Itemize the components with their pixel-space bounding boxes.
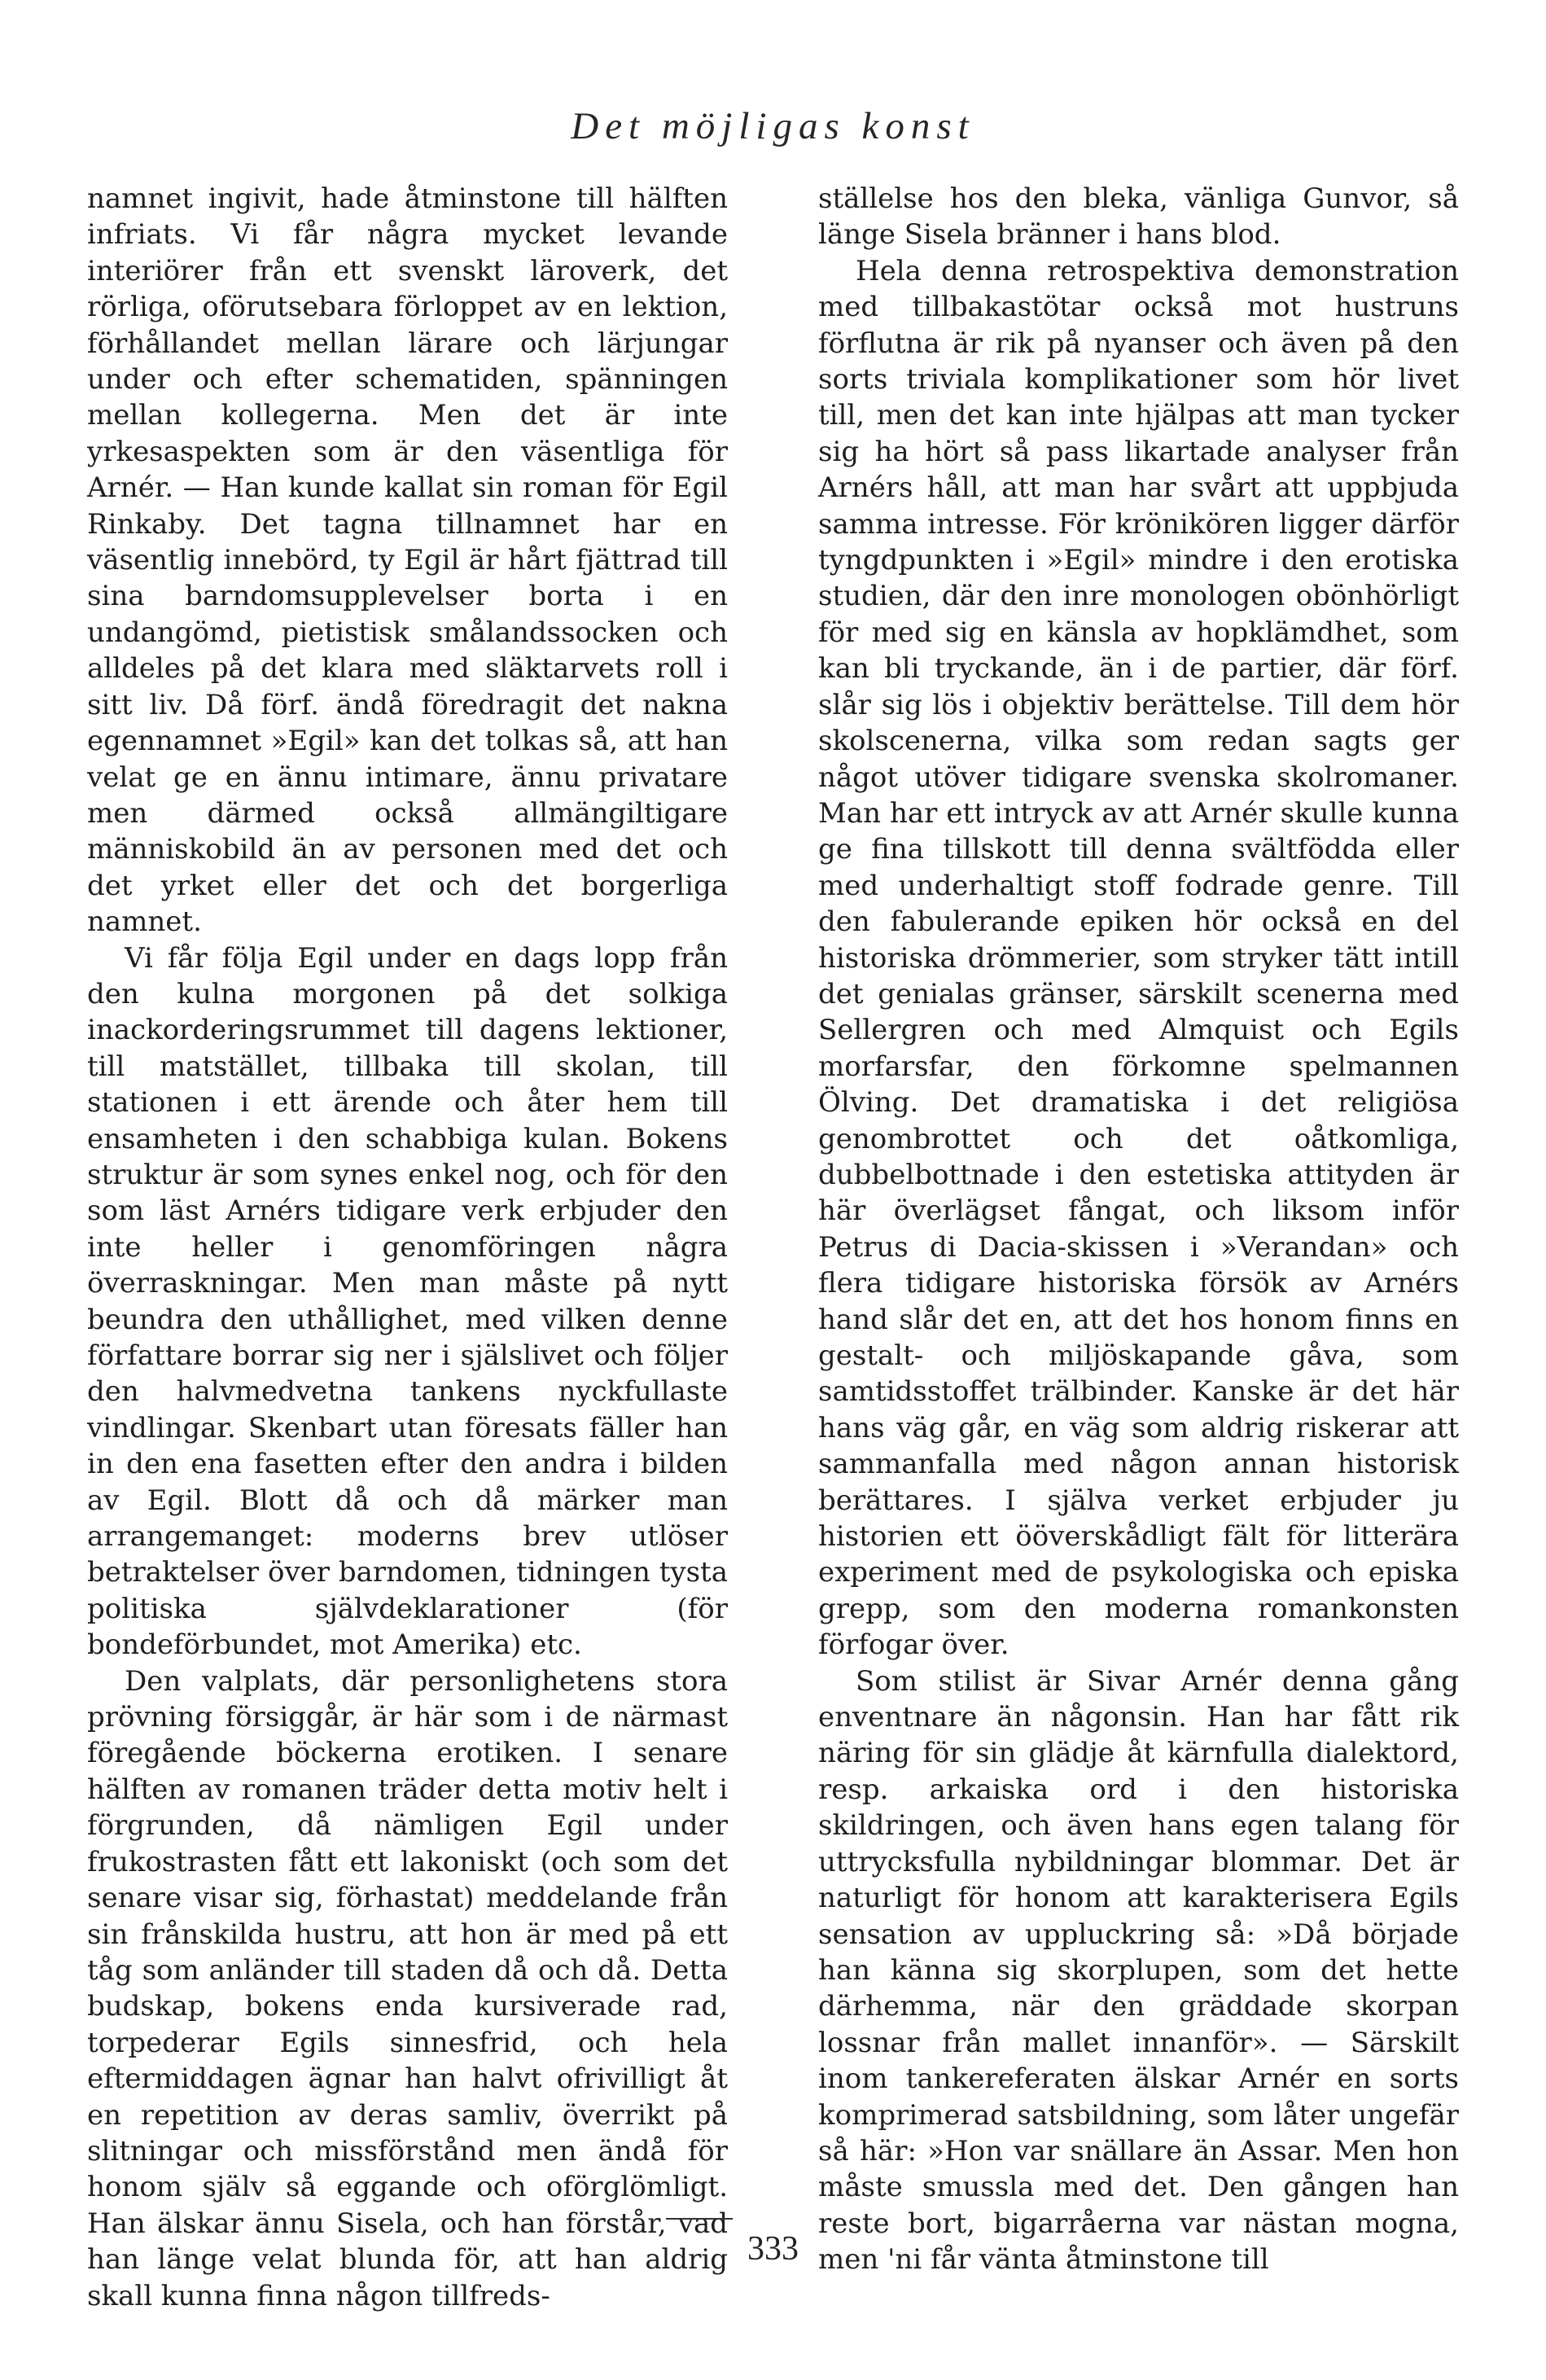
paragraph: Som stilist är Sivar Arnér denna gång enventnare än någonsin. Han har fått rik näring för sin glädje åt kärnfulla dialektord, resp. arkaiska ord i den historiska skildringen, och även hans egen talang för uttrycksfulla nybildningar blommar. Det är naturligt för honom att karakterisera Egils sensation av uppluckring så: »Då började han känna sig skorplupen, som det hette därhemma, när den gräddade skorpan lossnar från mallet innanför». — Särskilt inom tankereferaten älskar Arnér en sorts komprimerad satsbildning, som låter ungefär så här: »Hon var snällare än Assar. Men hon måste smussla med det. Den gången han reste bort, bigarråerna var nästan mogna, men 'ni får vänta åtminstone till [818, 1664, 1459, 2277]
page-number-rule [666, 2218, 733, 2220]
paragraph: Vi får följa Egil under en dags lopp från den kulna morgonen på det solkiga inackorderingsrummet till dagens lektioner, till matstället, tillbaka till skolan, till stationen i ett ärende och åter hem till ensamheten i den schabbiga kulan. Bokens struktur är som synes enkel nog, och för den som läst Arnérs tidigare verk erbjuder den inte heller i genomföringen några överraskningar. Men man måste på nytt beundra den uthållighet, med vilken denne författare borrar sig ner i själslivet och följer den halvmedvetna tankens nyckfullaste vindlingar. Skenbart utan föresats fäller han in den ena fasetten efter den andra i bilden av Egil. Blott då och då märker man arrangemanget: moderns brev utlöser betraktelser över barndomen, tidningen tysta politiska självdeklarationer (för bondeförbundet, mot Amerika) etc. [87, 941, 728, 1662]
paragraph: ställelse hos den bleka, vänliga Gunvor, så länge Sisela bränner i hans blod. [818, 182, 1459, 252]
paragraph: Den valplats, där personlighetens stora prövning försiggår, är här som i de närmast föregående böckerna erotiken. I senare hälften av romanen träder detta motiv helt i förgrunden, då nämligen Egil under frukostrasten fått ett lakoniskt (och som det senare visar sig, förhastat) meddelande från sin frånskilda hustru, att hon är med på ett tåg som anländer till staden då och då. Detta budskap, bokens enda kursiverade rad, torpederar Egils sinnesfrid, och hela eftermiddagen ägnar han halvt ofrivilligt åt en repetition av deras samliv, överrikt på slitningar och missförstånd men ändå för honom själv så eggande och oförglömligt. Han älskar ännu Sisela, och han förstår, vad han länge velat blunda för, att han aldrig skall kunna finna någon tillfreds- [87, 1664, 728, 2312]
left-column [87, 181, 728, 2312]
right-column [818, 181, 1459, 2277]
paragraph: Hela denna retrospektiva demonstration med tillbakastötar också mot hustruns förflutna är rik på nyanser och även på den sorts triviala komplikationer som hör livet till, men det kan inte hjälpas att man tycker sig ha hört så pass likartade analyser från Arnérs håll, att man har svårt att uppbjuda samma intresse. För krönikören ligger därför tyngdpunkten i »Egil» mindre i den erotiska studien, där den inre monologen obönhörligt för med sig en känsla av hopklämdhet, som kan bli tryckande, än i de partier, där förf. slår sig lös i objektiv berättelse. Till dem hör skolscenerna, vilka som redan sagts ger något utöver tidigare svenska skolromaner. Man har ett intryck av att Arnér skulle kunna ge fina tillskott till denna svältfödda eller med underhaltigt stoff fodrade genre. Till den fabulerande epiken hör också en del historiska drömmerier, som stryker tätt intill det genialas gränser, särskilt scenerna med Sellergren och med Almquist och Egils morfarsfar, den förkomne spelmannen Ölving. Det dramatiska i det religiösa genombrottet och det oåtkomliga, dubbelbottnade i den estetiska attityden är här överlägset fångat, och liksom inför Petrus di Dacia-skissen i »Verandan» och flera tidigare historiska försök av Arnérs hand slår det en, att det hos honom finns en gestalt- och miljöskapande gåva, som samtidsstoffet trälbinder. Kanske är det här hans väg går, en väg som aldrig riskerar att sammanfalla med någon annan historisk berättares. I själva verket erbjuder ju historien ett ööverskådligt fält för litterära experiment med de psykologiska och episka grepp, som den moderna romankonsten förfogar över. [818, 254, 1459, 1662]
paragraph: namnet ingivit, hade åtminstone till hälften infriats. Vi får några mycket levande interiörer från ett svenskt läroverk, det rörliga, oförutsebara förloppet av en lektion, förhållandet mellan lärare och lärjungar under och efter schematiden, spänningen mellan kollegerna. Men det är inte yrkesaspekten som är den väsentliga för Arnér. — Han kunde kallat sin roman för Egil Rinkaby. Det tagna tillnamnet har en väsentlig innebörd, ty Egil är hårt fjättrad till sina barndomsupplevelser borta i en undangömd, pietistisk smålandssocken och alldeles på det klara med släktarvets roll i sitt liv. Då förf. ändå föredragit det nakna egennamnet »Egil» kan det tolkas så, att han velat ge en ännu intimare, ännu privatare men därmed också allmängiltigare människobild än av personen med det och det yrket eller det och det borgerliga namnet. [87, 182, 728, 939]
running-title: Det möjligas konst [571, 105, 975, 147]
page-number: 333 [747, 2230, 799, 2268]
